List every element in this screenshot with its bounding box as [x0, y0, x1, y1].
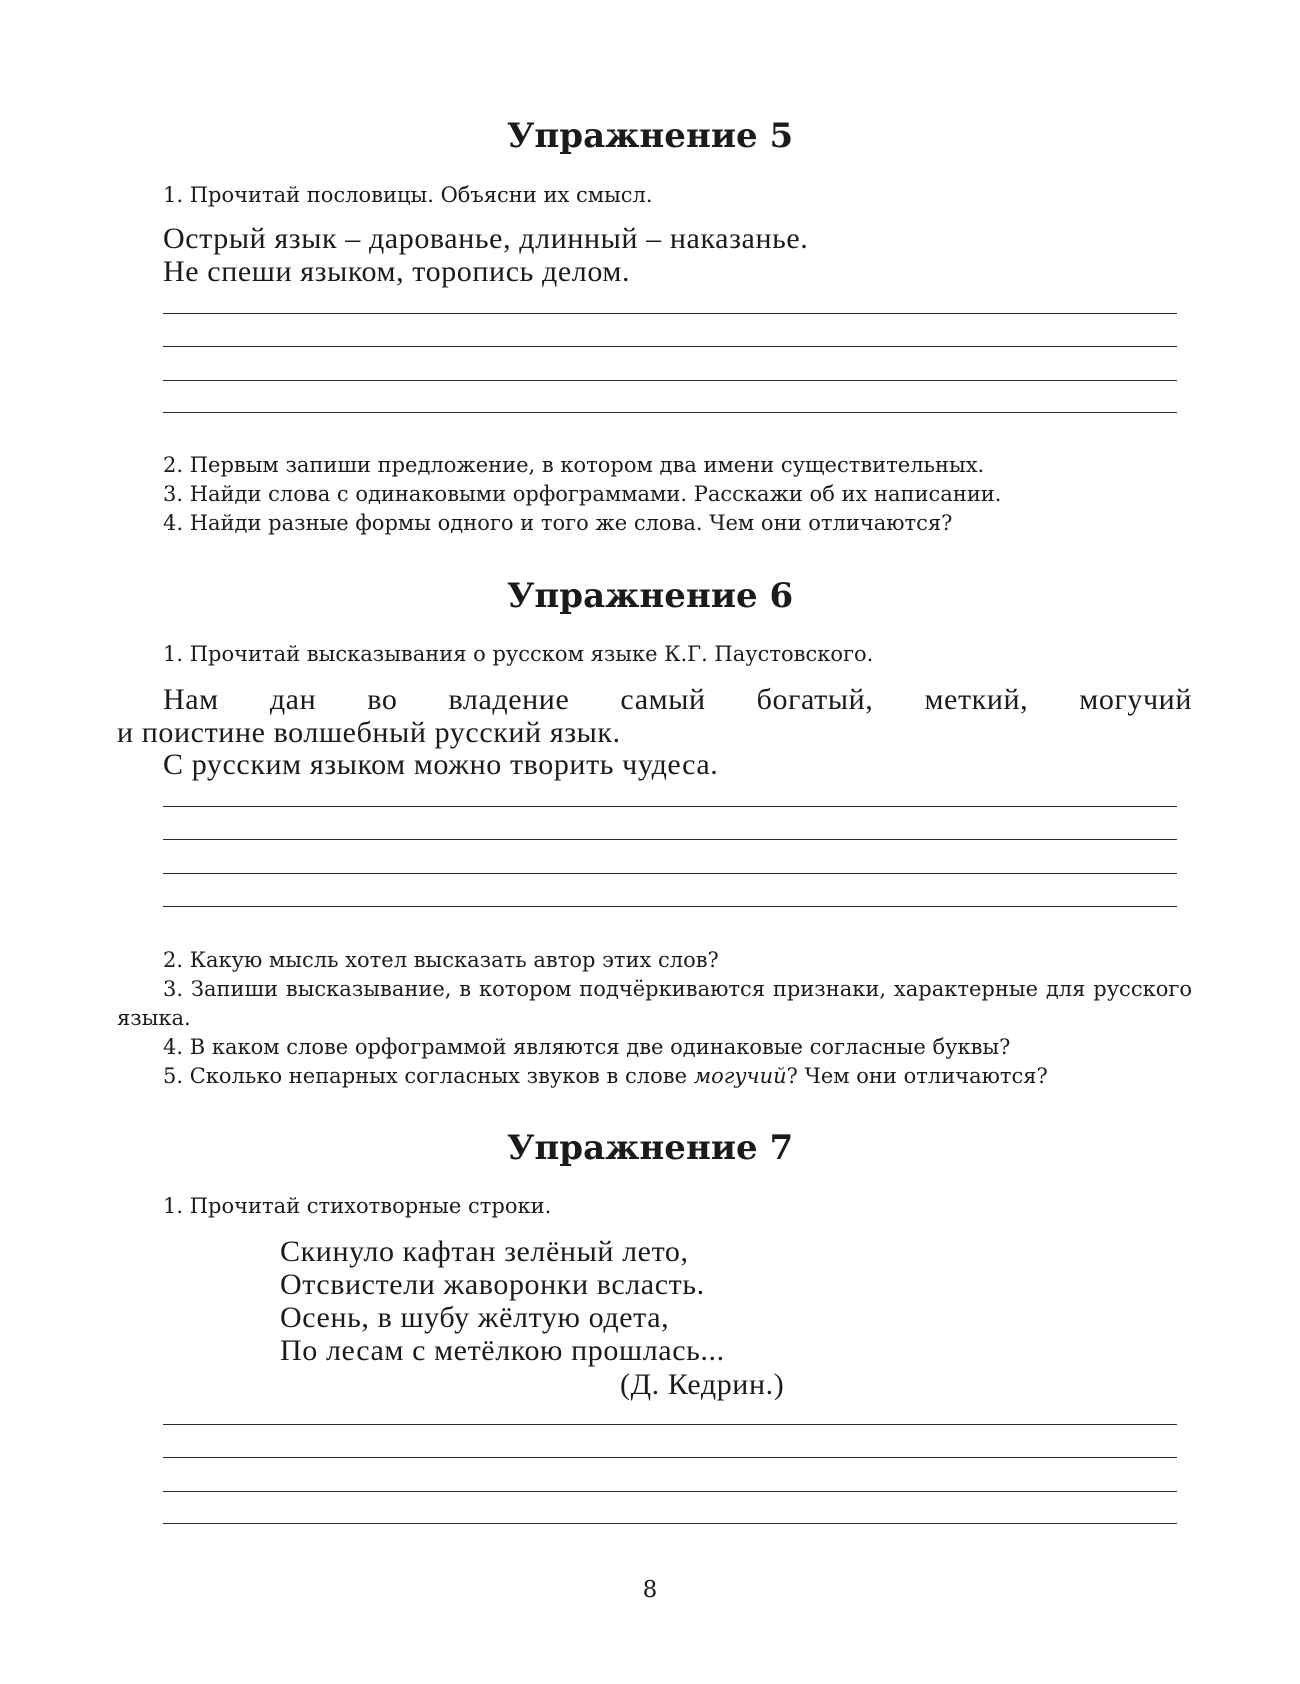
poem-line-3: Осень, в шубу жёлтую одета,: [280, 1301, 670, 1334]
poem-author: (Д. Кедрин.): [620, 1368, 785, 1401]
poem-line-4: По лесам с метёлкою прошлась...: [280, 1334, 725, 1367]
exercise-6-quote-line-1: Нам дан во владение самый богатый, меткий, могучий: [163, 683, 1192, 716]
answer-line[interactable]: [163, 873, 1177, 874]
task-5-text-before: 5. Сколько непарных согласных звуков в слове: [163, 1064, 694, 1088]
exercise-5-task-2: 2. Первым запиши предложение, в котором два имени существительных.: [163, 453, 985, 477]
exercise-5-proverb-2: Не спеши языком, торопись делом.: [163, 255, 631, 288]
exercise-6-task-2: 2. Какую мысль хотел высказать автор этих слов?: [163, 948, 719, 972]
answer-line[interactable]: [163, 412, 1177, 413]
answer-line[interactable]: [163, 806, 1177, 807]
poem-line-2: Отсвистели жаворонки всласть.: [280, 1268, 705, 1301]
answer-line[interactable]: [163, 313, 1177, 314]
exercise-7-task-1: 1. Прочитай стихотворные строки.: [163, 1194, 552, 1218]
exercise-6-task-3: 3. Запиши высказывание, в котором подчёркиваются признаки, характерные для русского языка.: [117, 977, 1192, 1030]
answer-line[interactable]: [163, 1491, 1177, 1492]
answer-line[interactable]: [163, 1424, 1177, 1425]
answer-line[interactable]: [163, 1457, 1177, 1458]
exercise-5-title: Упражнение 5: [506, 116, 794, 156]
answer-line[interactable]: [163, 839, 1177, 840]
exercise-6-task-1: 1. Прочитай высказывания о русском языке К.Г. Паустовского.: [163, 642, 874, 666]
page-number: 8: [642, 1577, 658, 1603]
exercise-7-title: Упражнение 7: [506, 1128, 794, 1168]
exercise-5-proverb-1: Острый язык – дарованье, длинный – наказанье.: [163, 222, 809, 255]
exercise-5-task-3: 3. Найди слова с одинаковыми орфограммами. Расскажи об их написании.: [163, 482, 1002, 506]
exercise-6-quote-2: С русским языком можно творить чудеса.: [163, 748, 719, 781]
answer-line[interactable]: [163, 346, 1177, 347]
answer-line[interactable]: [163, 380, 1177, 381]
exercise-6-title: Упражнение 6: [506, 576, 794, 616]
exercise-5-task-1: 1. Прочитай пословицы. Объясни их смысл.: [163, 183, 653, 207]
answer-line[interactable]: [163, 1523, 1177, 1524]
answer-line[interactable]: [163, 906, 1177, 907]
exercise-6-quote-line-2: и поистине волшебный русский язык.: [117, 716, 621, 749]
exercise-6-task-5: [163, 1062, 1048, 1091]
task-5-text-after: ? Чем они отличаются?: [786, 1064, 1048, 1088]
poem-line-1: Скинуло кафтан зелёный лето,: [280, 1235, 689, 1268]
task-5-italic-word: могучий: [693, 1064, 787, 1088]
exercise-6-task-4: 4. В каком слове орфограммой являются две одинаковые согласные буквы?: [163, 1035, 1011, 1059]
exercise-5-task-4: 4. Найди разные формы одного и того же слова. Чем они отличаются?: [163, 511, 953, 535]
